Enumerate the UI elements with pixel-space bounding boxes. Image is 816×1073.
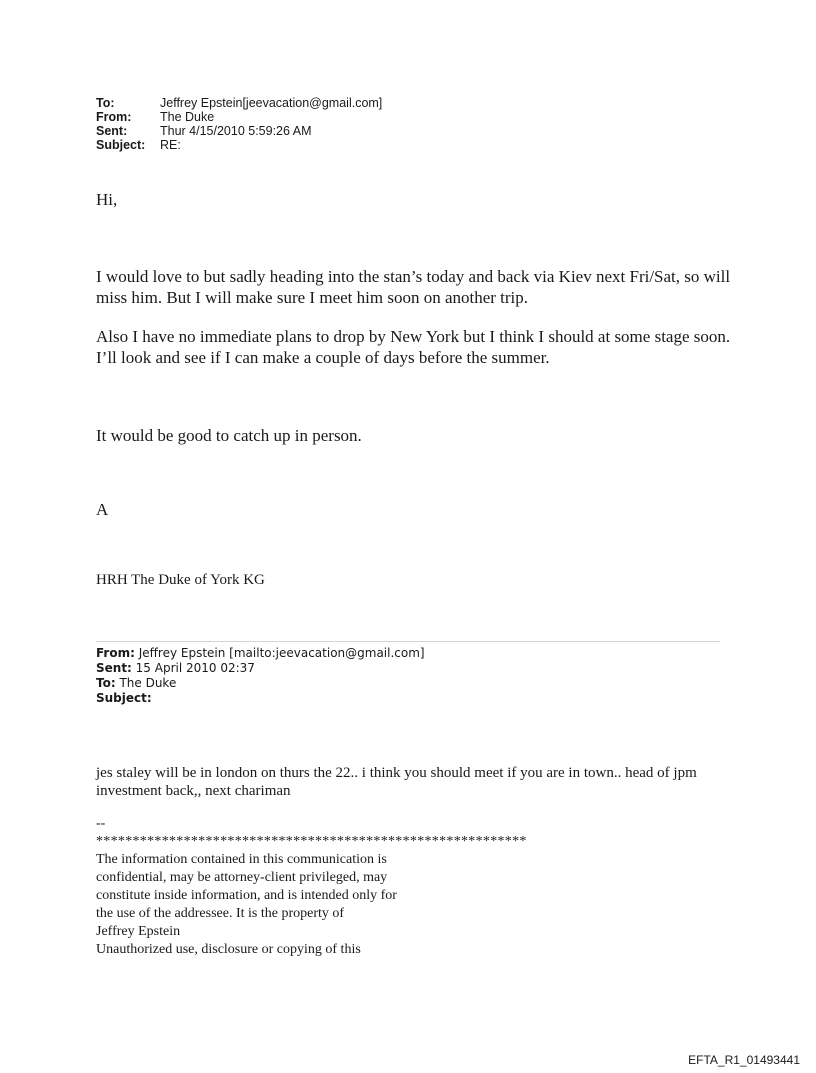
to-label: To:	[96, 96, 115, 110]
quoted-from-value: Jeffrey Epstein [mailto:jeevacation@gmail.com]	[134, 646, 425, 660]
from-value: The Duke	[160, 110, 215, 124]
quoted-from-row	[96, 646, 425, 661]
subject-label: Subject:	[96, 138, 146, 152]
subject-value: RE:	[160, 138, 181, 152]
quoted-header	[96, 646, 425, 706]
quoted-to-value: The Duke	[115, 676, 177, 690]
quoted-sent-label: Sent:	[96, 661, 132, 675]
quoted-to-label: To:	[96, 676, 116, 690]
paragraph-2: Also I have no immediate plans to drop by New York but I think I should at some stage soon. I’ll look and see if I can make a couple of days before the summer.	[96, 327, 731, 367]
footer-stars: ***********************************************************	[96, 834, 527, 849]
signature: HRH The Duke of York KG	[96, 572, 265, 588]
disclaimer-line: Unauthorized use, disclosure or copying of this	[96, 942, 361, 957]
paragraph-3: It would be good to catch up in person.	[96, 426, 362, 445]
quoted-to-row	[96, 676, 425, 691]
paragraph-1: I would love to but sadly heading into the stan’s today and back via Kiev next Fri/Sat, so will miss him. But I will make sure I meet him soon on another trip.	[96, 267, 731, 307]
disclaimer-footer	[96, 815, 527, 959]
to-value: Jeffrey Epstein[jeevacation@gmail.com]	[160, 96, 383, 110]
sent-label: Sent:	[96, 124, 128, 138]
quoted-from-label: From:	[96, 646, 135, 660]
document-id: EFTA_R1_01493441	[688, 1053, 800, 1067]
disclaimer-line: the use of the addressee. It is the property of	[96, 906, 345, 921]
sender-initial: A	[96, 500, 109, 519]
quoted-body: jes staley will be in london on thurs the 22.. i think you should meet if you are in town.. head of jpm investment back,, next chariman	[96, 765, 697, 799]
header-subject-row	[96, 138, 382, 152]
quote-divider	[96, 641, 720, 642]
disclaimer-line: Jeffrey Epstein	[96, 924, 181, 939]
header-sent-row	[96, 124, 382, 138]
greeting: Hi,	[96, 190, 118, 209]
quoted-subject-row	[96, 691, 425, 706]
sent-value: Thur 4/15/2010 5:59:26 AM	[160, 124, 312, 138]
header-from-row	[96, 110, 382, 124]
disclaimer-line: The information contained in this communication is	[96, 852, 387, 867]
email-header	[96, 96, 382, 152]
disclaimer-line: confidential, may be attorney-client privileged, may	[96, 870, 388, 885]
from-label: From:	[96, 110, 132, 124]
header-to-row	[96, 96, 382, 110]
quoted-subject-label: Subject:	[96, 691, 152, 705]
quoted-sent-value: 15 April 2010 02:37	[131, 661, 255, 675]
footer-dashes: --	[96, 816, 106, 831]
disclaimer-line: constitute inside information, and is intended only for	[96, 888, 397, 903]
quoted-sent-row	[96, 661, 425, 676]
